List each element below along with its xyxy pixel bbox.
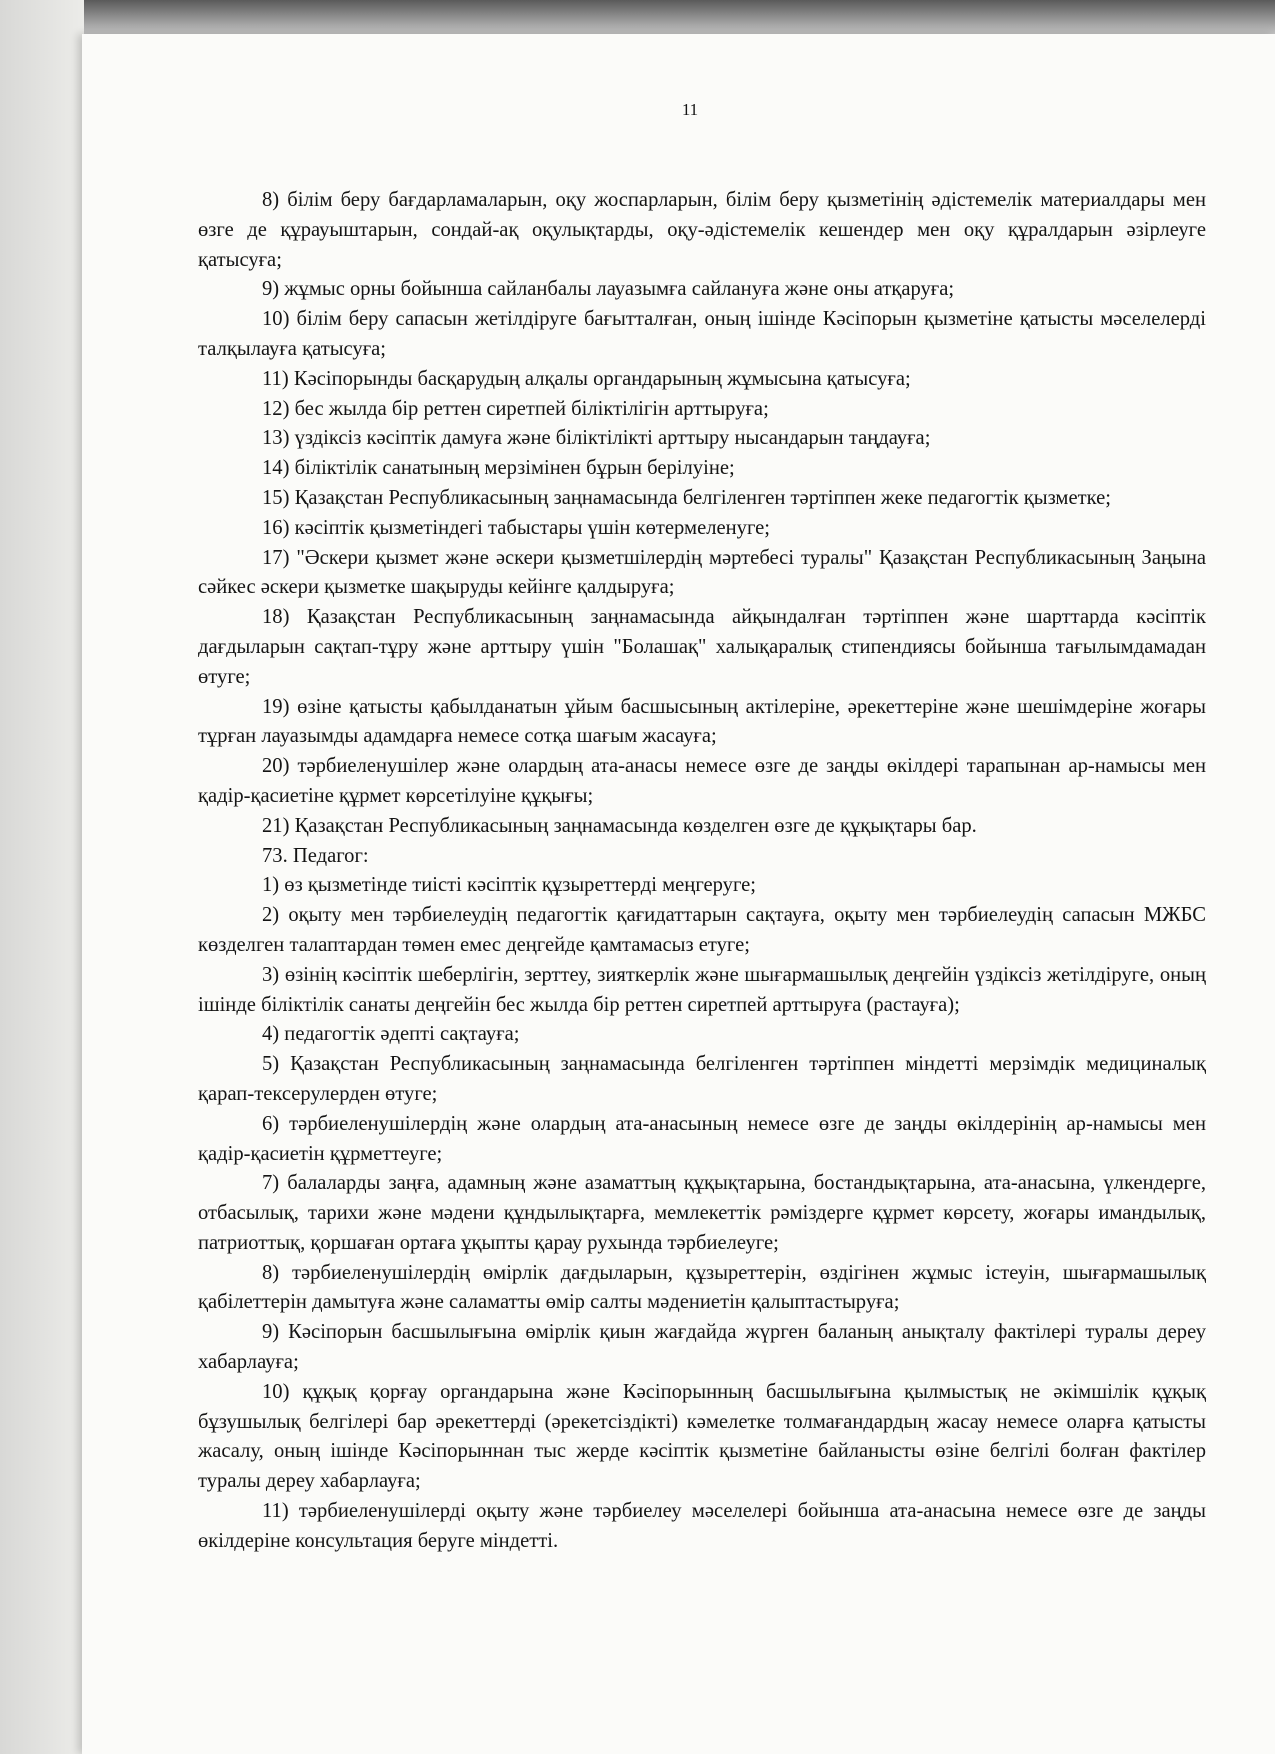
scan-left-edge <box>0 0 84 1754</box>
paragraph-rights-12: 12) бес жылда бір реттен сиретпей біліктілігін арттыруға; <box>262 397 769 420</box>
paragraph-duties-4: 4) педагогтік әдепті сақтауға; <box>262 1023 520 1046</box>
paragraph-rights-9: 9) жұмыс орны бойынша сайланбалы лауазымға сайлануға және оны атқаруға; <box>262 278 955 301</box>
paragraph-rights-17: 17) "Әскери қызмет және әскери қызметшілердің мәртебесі туралы" Қазақстан Республикасының Заңына сәйкес әскери қызметке шақыруды кейінге қалдыруға; <box>198 546 1206 599</box>
paragraph-rights-20: 20) тәрбиеленушілер және олардың ата-анасы немесе өзге де заңды өкілдері тарапынан ар-намысы мен қадір-қасиетіне құрмет көрсетілуіне құқығы; <box>198 755 1206 807</box>
page-number: 11 <box>681 100 699 119</box>
paragraph-rights-21: 21) Қазақстан Республикасының заңнамасында көзделген өзге де құқықтары бар. <box>262 814 977 837</box>
paragraph-rights-11: 11) Кәсіпорынды басқарудың алқалы органдарының жұмысына қатысуға; <box>262 367 911 390</box>
paragraph-rights-16: 16) кәсіптік қызметіндегі табыстары үшін көтермеленуге; <box>262 516 770 539</box>
paragraph-duties-5: 5) Қазақстан Республикасының заңнамасында белгіленген тәртіппен міндетті мерзімдік медициналық қарап-тексерулерден өтуге; <box>198 1053 1206 1105</box>
paragraph-duties-11: 11) тәрбиеленушілерді оқыту және тәрбиелеу мәселелері бойынша ата-анасына немесе өзге де заңды өкілдеріне консультация беруге міндетті. <box>198 1500 1206 1552</box>
paragraph-duties-1: 1) өз қызметінде тиісті кәсіптік құзыреттерді меңгеруге; <box>262 874 756 897</box>
paragraph-duties-7: 7) балаларды заңға, адамның және азаматтың құқықтарына, бостандықтарына, ата-анасына, үлкендерге, отбасылық, тарихи және мәдени құндылықтарға, мемлекеттік рәміздерге құрмет көрсету, жоғары имандылық, патриоттық, қоршаған ортаға ұқыпты қарау рухында тәрбиелеуге; <box>198 1172 1206 1254</box>
paragraph-duties-6: 6) тәрбиеленушілердің және олардың ата-анасының немесе өзге де заңды өкілдерінің ар-намысы мен қадір-қасиетін құрметтеуге; <box>198 1112 1206 1165</box>
paragraph-rights-10: 10) білім беру сапасын жетілдіруге бағытталған, оның ішінде Кәсіпорын қызметіне қатысты мәселелерді талқылауға қатысуға; <box>198 308 1206 360</box>
paragraph-duties-8: 8) тәрбиеленушілердің өмірлік дағдыларын, құзыреттерін, өздігінен жұмыс істеуін, шығармашылық қабілеттерін дамытуға және саламатты өмір салты мәдениетін қалыптастыруға; <box>198 1261 1206 1314</box>
paragraph-rights-8: 8) білім беру бағдарламаларын, оқу жоспарларын, білім беру қызметінің әдістемелік материалдары мен өзге де құрауыштарын, сондай-ақ оқулықтарды, оқу-әдістемелік кешендер мен оқу құралдарын әзірлеуге қатысуға; <box>198 189 1206 271</box>
scan-top-edge <box>0 0 1275 36</box>
paragraph-duties-3: 3) өзінің кәсіптік шеберлігін, зерттеу, зияткерлік және шығармашылық деңгейін үздіксіз жетілдіруге, оның ішінде біліктілік санаты деңгейін бес жылда бір реттен сиретпей арттыруға (растауға); <box>198 963 1206 1016</box>
paragraph-rights-18: 18) Қазақстан Республикасының заңнамасында айқындалған тәртіппен және шарттарда кәсіптік дағдыларын сақтап-тұру және арттыру үшін "Болашақ" халықаралық стипендиясы бойынша тағылымдамадан өтуге; <box>198 606 1206 688</box>
section-heading-73: 73. Педагог: <box>262 844 369 867</box>
document-body <box>198 186 1206 1557</box>
paragraph-duties-2: 2) оқыту мен тәрбиелеудің педагогтік қағидаттарын сақтауға, оқыту мен тәрбиелеудің сапасын МЖБС көзделген талаптардан төмен емес деңгейде қамтамасыз етуге; <box>198 904 1206 956</box>
paragraph-rights-13: 13) үздіксіз кәсіптік дамуға және біліктілікті арттыру нысандарын таңдауға; <box>262 427 931 450</box>
paragraph-rights-19: 19) өзіне қатысты қабылданатын ұйым басшысының актілеріне, әрекеттеріне және шешімдеріне жоғары тұрған лауазымды адамдарға немесе сотқа шағым жасауға; <box>198 695 1206 748</box>
paragraph-rights-14: 14) біліктілік санатының мерзімінен бұрын берілуіне; <box>262 457 735 480</box>
paragraph-duties-10: 10) құқық қорғау органдарына және Кәсіпорынның басшылығына қылмыстық не әкімшілік құқық бұзушылық белгілері бар әрекеттерді (әрекетсіздікті) кәмелетке толмағандардың жасау немесе оларға қатысты жасалу, оның ішінде Кәсіпорыннан тыс жерде кәсіптік қызметіне байланысты өзіне белгілі болған фактілер туралы дереу хабарлауға; <box>198 1380 1206 1493</box>
paragraph-rights-15: 15) Қазақстан Республикасының заңнамасында белгіленген тәртіппен жеке педагогтік қызметке; <box>262 486 1111 509</box>
paragraph-duties-9: 9) Кәсіпорын басшылығына өмірлік қиын жағдайда жүрген баланың анықталу фактілері туралы дереу хабарлауға; <box>198 1321 1206 1374</box>
